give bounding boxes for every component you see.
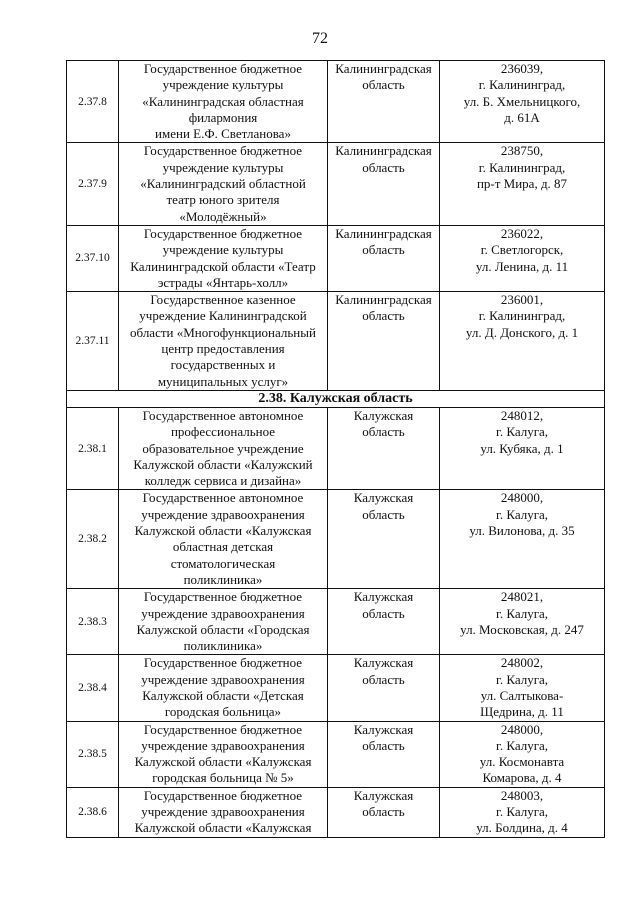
registry-body-kaliningrad <box>67 61 605 391</box>
section-header-row <box>67 390 605 407</box>
institution-name-line: Государственное казенное <box>150 292 296 308</box>
table-row <box>67 721 605 787</box>
postal-address-line: 238750, <box>500 143 544 159</box>
region-name-line: область <box>362 424 405 440</box>
row-number: 2.38.5 <box>67 721 119 787</box>
region-name-line: Калининградская <box>335 292 432 308</box>
institution-name <box>119 225 328 291</box>
institution-name-line: государственных и <box>170 357 276 373</box>
region-name <box>328 61 440 143</box>
postal-address-line: 236039, <box>500 61 544 76</box>
institution-name-line: Калужской области «Детская <box>142 687 304 703</box>
postal-address <box>440 589 605 655</box>
institution-name-line: учреждение Калининградской <box>139 308 307 324</box>
institution-name-line: учреждение здравоохранения <box>141 605 305 621</box>
postal-address-line: 248021, <box>500 589 544 605</box>
region-name-line: область <box>362 506 405 522</box>
region-name-line: область <box>362 737 405 753</box>
postal-address-line: ул. Салтыкова- <box>480 687 564 703</box>
institution-name-line: эстрады «Янтарь-холл» <box>157 274 289 290</box>
postal-address-line: 236022, <box>500 225 544 241</box>
region-name-line: Калужская <box>353 721 414 737</box>
postal-address-line: г. Калуга, <box>495 671 549 687</box>
region-name-line: область <box>362 308 405 324</box>
institution-name <box>119 143 328 225</box>
institution-name-line: «Калининградская областная <box>142 93 304 109</box>
institution-name-line: учреждение культуры <box>162 77 284 93</box>
region-name-line: Калужская <box>353 407 414 423</box>
row-number: 2.38.1 <box>67 407 119 489</box>
postal-address-line: г. Светлогорск, <box>480 242 564 258</box>
postal-address-line: Щедрина, д. 11 <box>480 704 564 720</box>
region-name <box>328 787 440 837</box>
institution-name-line: области «Многофункциональный <box>130 324 316 340</box>
table-row <box>67 589 605 655</box>
institution-name-line: учреждение здравоохранения <box>141 804 305 820</box>
institution-name-line: городская больница № 5» <box>152 770 294 786</box>
postal-address-line: г. Калининград, <box>478 77 566 93</box>
institution-name-line: муниципальных услуг» <box>157 373 289 389</box>
institution-name <box>119 407 328 489</box>
institution-name-line: Государственное автономное <box>142 407 304 423</box>
region-name-line: область <box>362 77 405 93</box>
institution-name-line: Государственное бюджетное <box>143 655 303 671</box>
institution-name-line: учреждение здравоохранения <box>141 506 305 522</box>
institution-name-line: учреждение культуры <box>162 159 284 175</box>
postal-address-line: ул. Космонавта <box>479 754 565 770</box>
institution-name-line: Государственное бюджетное <box>143 61 303 76</box>
postal-address <box>440 721 605 787</box>
postal-address-line: г. Калининград, <box>478 159 566 175</box>
postal-address-line: ул. Д. Донского, д. 1 <box>465 324 579 340</box>
region-name <box>328 292 440 391</box>
postal-address <box>440 490 605 589</box>
institution-name-line: Государственное бюджетное <box>143 589 303 605</box>
postal-address <box>440 655 605 721</box>
row-number: 2.37.11 <box>67 292 119 391</box>
institution-name-line: учреждение здравоохранения <box>141 737 305 753</box>
postal-address <box>440 143 605 225</box>
institution-name-line: колледж сервиса и дизайна» <box>144 473 302 489</box>
institution-name-line: Калужской области «Калужская <box>134 523 312 539</box>
postal-address-line: ул. Б. Хмельницкого, <box>463 93 581 109</box>
institution-name-line: Государственное бюджетное <box>143 143 303 159</box>
postal-address-line: г. Калуга, <box>495 737 549 753</box>
institution-name-line: областная детская <box>172 539 274 555</box>
postal-address-line: г. Калуга, <box>495 605 549 621</box>
institution-name <box>119 721 328 787</box>
region-name <box>328 407 440 489</box>
postal-address-line: 236001, <box>500 292 544 308</box>
postal-address-line: г. Калуга, <box>495 506 549 522</box>
row-number: 2.38.2 <box>67 490 119 589</box>
institution-name-line: городская больница» <box>164 704 282 720</box>
region-name-line: область <box>362 242 405 258</box>
institution-name-line: «Калининградский областной <box>140 176 306 192</box>
row-number: 2.37.10 <box>67 225 119 291</box>
region-name-line: область <box>362 159 405 175</box>
institution-name-line: театр юного зрителя <box>166 192 280 208</box>
postal-address-line: ул. Болдина, д. 4 <box>476 820 568 836</box>
registry-table <box>66 60 605 838</box>
table-row <box>67 407 605 489</box>
table-row <box>67 225 605 291</box>
postal-address-line: г. Калининград, <box>478 308 566 324</box>
region-name-line: область <box>362 605 405 621</box>
institution-name <box>119 589 328 655</box>
region-name-line: Калужская <box>353 787 414 803</box>
region-name-line: область <box>362 804 405 820</box>
institution-name-line: учреждение культуры <box>162 242 284 258</box>
registry-body-kaluga <box>67 407 605 837</box>
postal-address <box>440 292 605 391</box>
postal-address-line: 248002, <box>500 655 544 671</box>
institution-name-line: центр предоставления <box>161 341 285 357</box>
institution-name <box>119 655 328 721</box>
region-name-line: Калининградская <box>335 225 432 241</box>
institution-name-line: поликлиника» <box>183 638 263 654</box>
institution-name-line: Калининградской области «Театр <box>130 258 316 274</box>
region-name <box>328 225 440 291</box>
region-name <box>328 143 440 225</box>
postal-address-line: 248003, <box>500 787 544 803</box>
region-name-line: область <box>362 671 405 687</box>
institution-name-line: Калужской области «Калужская <box>134 820 312 836</box>
institution-name-line: «Молодёжный» <box>179 208 267 224</box>
postal-address-line: ул. Кубяка, д. 1 <box>480 440 564 456</box>
table-row <box>67 490 605 589</box>
postal-address-line: ул. Московская, д. 247 <box>460 621 584 637</box>
row-number: 2.38.3 <box>67 589 119 655</box>
table-row <box>67 143 605 225</box>
row-number: 2.37.9 <box>67 143 119 225</box>
postal-address-line: пр-т Мира, д. 87 <box>476 176 568 192</box>
postal-address-line: 248012, <box>500 407 544 423</box>
institution-name-line: имени Е.Ф. Светланова» <box>155 126 291 142</box>
postal-address-line: 248000, <box>500 490 544 506</box>
institution-name-line: учреждение здравоохранения <box>141 671 305 687</box>
postal-address-line: г. Калуга, <box>495 804 549 820</box>
region-name <box>328 655 440 721</box>
region-name-line: Калужская <box>353 655 414 671</box>
institution-name-line: Калужской области «Калужский <box>133 456 313 472</box>
institution-name-line: Государственное автономное <box>142 490 304 506</box>
postal-address-line: д. 61А <box>504 109 540 125</box>
institution-name-line: профессиональное <box>170 424 276 440</box>
postal-address <box>440 787 605 837</box>
institution-name-line: Калужской области «Калужская <box>134 754 312 770</box>
institution-name-line: Государственное бюджетное <box>143 721 303 737</box>
postal-address-line: 248000, <box>500 721 544 737</box>
page-number: 72 <box>312 30 328 47</box>
section-title: 2.38. Калужская область <box>67 390 605 407</box>
institution-name-line: Калужской области «Городская <box>136 621 310 637</box>
region-name-line: Калининградская <box>335 61 432 76</box>
institution-name-line: Государственное бюджетное <box>143 787 303 803</box>
region-name-line: Калужская <box>353 490 414 506</box>
postal-address <box>440 61 605 143</box>
institution-name <box>119 292 328 391</box>
institution-name-line: филармония <box>188 109 258 125</box>
institution-name-line: стоматологическая <box>170 555 276 571</box>
postal-address-line: ул. Вилонова, д. 35 <box>469 523 575 539</box>
institution-name <box>119 61 328 143</box>
table-row <box>67 655 605 721</box>
institution-name-line: образовательное учреждение <box>142 440 304 456</box>
institution-name <box>119 490 328 589</box>
region-name <box>328 490 440 589</box>
postal-address <box>440 407 605 489</box>
row-number: 2.37.8 <box>67 61 119 143</box>
region-name-line: Калининградская <box>335 143 432 159</box>
institution-name-line: Государственное бюджетное <box>143 225 303 241</box>
table-row <box>67 787 605 837</box>
postal-address-line: г. Калуга, <box>495 424 549 440</box>
region-name <box>328 589 440 655</box>
postal-address <box>440 225 605 291</box>
institution-name <box>119 787 328 837</box>
postal-address-line: Комарова, д. 4 <box>482 770 562 786</box>
table-row <box>67 61 605 143</box>
row-number: 2.38.6 <box>67 787 119 837</box>
table-row <box>67 292 605 391</box>
postal-address-line: ул. Ленина, д. 11 <box>475 258 569 274</box>
region-name-line: Калужская <box>353 589 414 605</box>
row-number: 2.38.4 <box>67 655 119 721</box>
region-name <box>328 721 440 787</box>
institution-name-line: поликлиника» <box>183 571 263 587</box>
